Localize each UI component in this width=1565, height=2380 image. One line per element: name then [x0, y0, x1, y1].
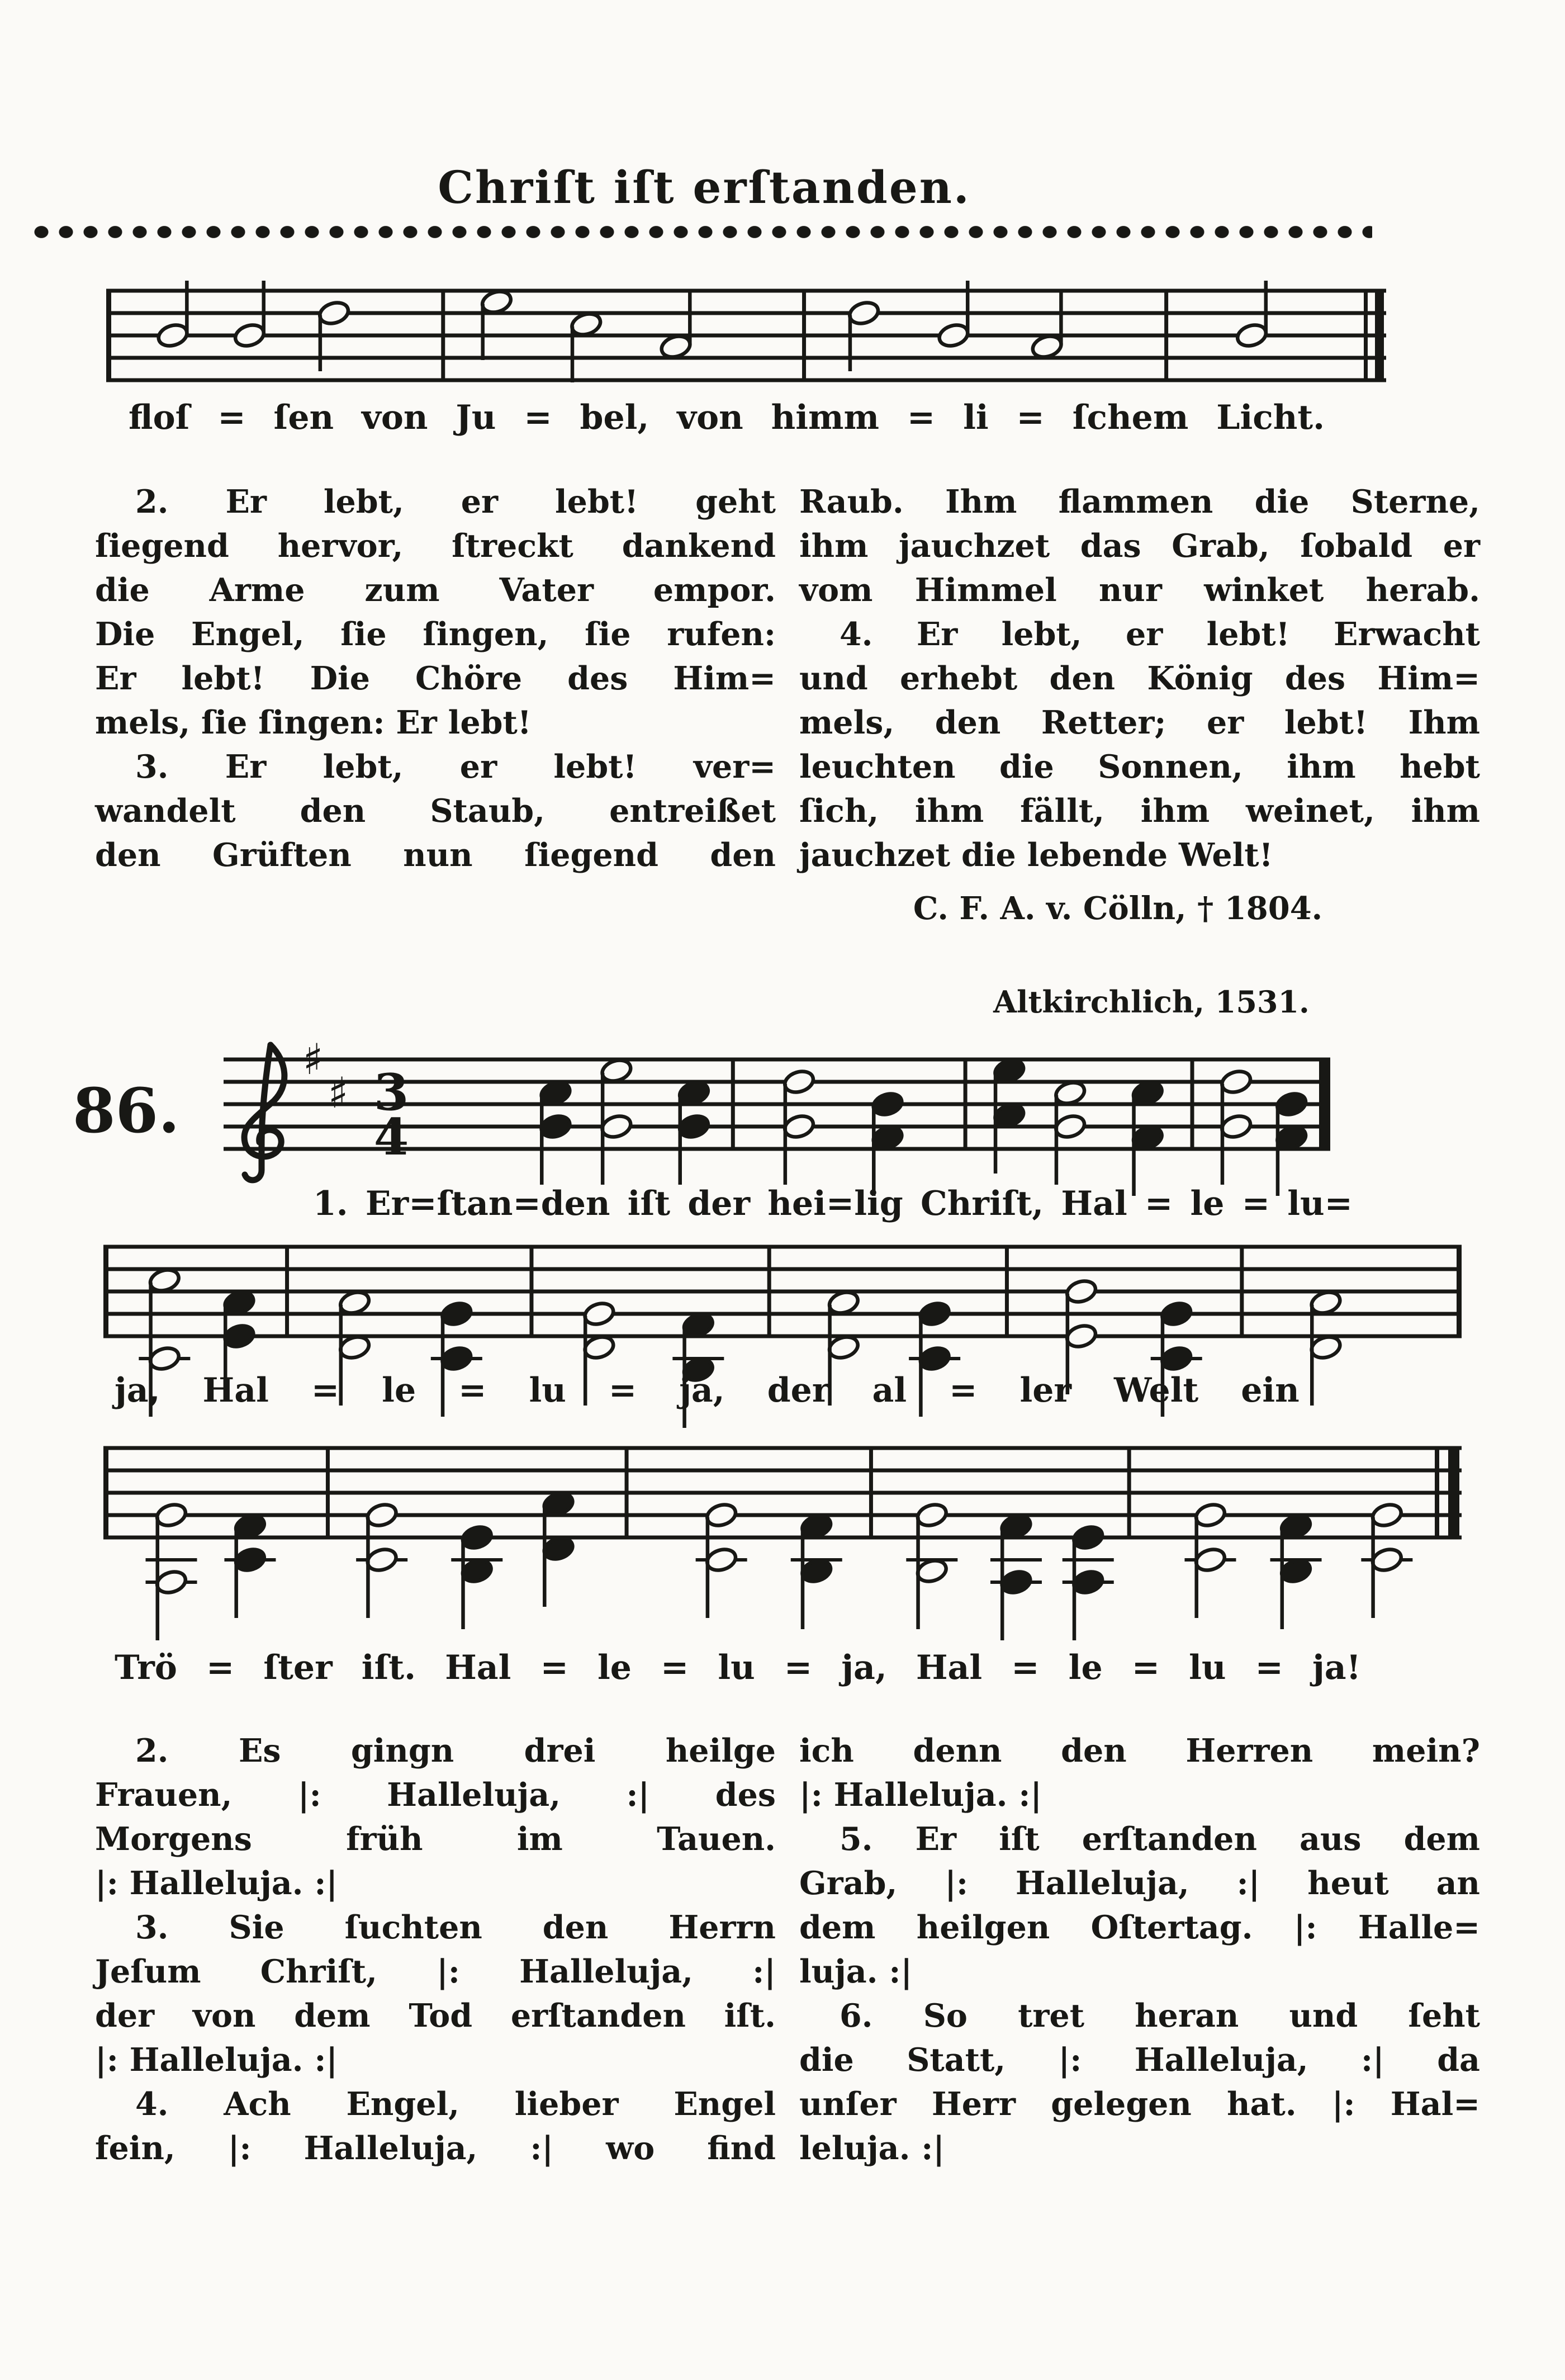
- lyric-syllable: =: [1016, 398, 1045, 437]
- text-line: 4. Er lebt, er lebt! Erwacht: [840, 616, 1480, 653]
- lyric-syllable: ja!: [1312, 1648, 1361, 1687]
- lyric-syllable: =: [608, 1371, 637, 1410]
- lyric-syllable: =: [1241, 1184, 1270, 1223]
- lyric-syllable: lu: [529, 1371, 566, 1410]
- lyric-syllable: lu=: [1287, 1184, 1353, 1223]
- text-line: Frauen, |: Halleluja, :| des: [95, 1776, 776, 1814]
- lyric-syllable: der: [687, 1184, 751, 1223]
- text-line: wandelt den Staub, entreißet: [95, 792, 776, 830]
- lyric-syllable: Welt: [1114, 1371, 1199, 1410]
- text-line: ſiegend hervor, ſtreckt dankend: [95, 527, 776, 565]
- lyric-syllable: von: [677, 398, 743, 437]
- lyric-syllable: =: [524, 398, 552, 437]
- text-line: die Statt, |: Halleluja, :| da: [799, 2041, 1480, 2079]
- lyric-syllable: =: [1145, 1184, 1173, 1223]
- text-line: dem heilgen Oſtertag. |: Halle=: [799, 1909, 1480, 1946]
- lyric-syllable: 1.: [313, 1184, 348, 1223]
- text-line: ich denn den Herren mein?: [799, 1732, 1480, 1769]
- lyric-syllable: ja,: [115, 1371, 160, 1410]
- text-line: ſich, ihm fällt, ihm weinet, ihm: [799, 792, 1480, 830]
- text-line: Raub. Ihm flammen die Sterne,: [799, 483, 1480, 521]
- lyric-syllable: =: [907, 398, 936, 437]
- text-line: 2. Er lebt, er lebt! geht: [135, 483, 776, 521]
- lyric-syllable: ſen: [273, 398, 334, 437]
- lyric-syllable: Hal: [202, 1371, 269, 1410]
- lyric-syllable: li: [963, 398, 989, 437]
- lyric-syllable: le: [597, 1648, 632, 1687]
- verse-column-right: [799, 480, 1480, 877]
- lyric-syllable: le: [1190, 1184, 1225, 1223]
- text-line: die Arme zum Vater empor.: [95, 571, 776, 609]
- lyric-syllable: lu: [718, 1648, 755, 1687]
- svg-text:4: 4: [373, 1108, 409, 1167]
- lyric-syllable: =: [311, 1371, 340, 1410]
- lyric-syllable: al: [872, 1371, 907, 1410]
- lyric-syllable: hei=lig: [767, 1184, 903, 1223]
- dotted-divider: [31, 223, 1372, 242]
- text-line: 3. Sie ſuchten den Herrn: [135, 1909, 776, 1946]
- lyric-syllable: Ju: [456, 398, 496, 437]
- lyric-syllable: =: [949, 1371, 978, 1410]
- lyric-syllable: Licht.: [1216, 398, 1325, 437]
- lyric-syllable: ler: [1019, 1371, 1072, 1410]
- text-line: unſer Herr gelegen hat. |: Hal=: [799, 2085, 1480, 2123]
- lyric-syllable: Er=ſtan=den: [365, 1184, 610, 1223]
- text-line: |: Halleluja. :|: [95, 1865, 338, 1902]
- text-line: 4. Ach Engel, lieber Engel: [135, 2085, 776, 2123]
- lyric-syllable: der: [767, 1371, 830, 1410]
- lyric-syllable: ja,: [679, 1371, 725, 1410]
- text-line: ihm jauchzet das Grab, ſobald er: [799, 527, 1480, 565]
- text-line: |: Halleluja. :|: [95, 2041, 338, 2079]
- lyric-line-1: [313, 1184, 1353, 1223]
- lyric-syllable: lu: [1189, 1648, 1226, 1687]
- text-line: leluja. :|: [799, 2130, 945, 2167]
- text-line: Er lebt! Die Chöre des Him=: [95, 660, 776, 697]
- page-title: Chriſt iſt erſtanden.: [438, 161, 971, 214]
- lyric-syllable: =: [206, 1648, 235, 1687]
- lyric-syllable: ſchem: [1072, 398, 1189, 437]
- lyric-syllable: floſ: [129, 398, 190, 437]
- text-line: 3. Er lebt, er lebt! ver=: [135, 748, 776, 786]
- lyric-syllable: ein: [1241, 1371, 1300, 1410]
- text-line: Grab, |: Halleluja, :| heut an: [799, 1865, 1480, 1902]
- text-line: der von dem Tod erſtanden iſt.: [95, 1997, 776, 2034]
- lyric-syllable: le: [1068, 1648, 1103, 1687]
- lyric-syllable: Hal: [916, 1648, 983, 1687]
- text-line: fein, |: Halleluja, :| wo find: [95, 2130, 776, 2167]
- text-line: und erhebt den König des Him=: [799, 660, 1480, 697]
- text-line: mels, den Retter; er lebt! Ihm: [799, 704, 1480, 741]
- lyric-syllable: von: [362, 398, 428, 437]
- lyric-line-3: [115, 1648, 1361, 1687]
- text-line: Die Engel, ſie ſingen, ſie rufen:: [95, 616, 776, 653]
- lyric-syllable: Hal: [445, 1648, 511, 1687]
- svg-text:♯: ♯: [328, 1068, 349, 1118]
- text-line: vom Himmel nur winket herab.: [799, 571, 1480, 609]
- lyric-line-intro: [129, 398, 1325, 437]
- text-line: jauchzet die lebende Welt!: [799, 836, 1273, 874]
- lyric-syllable: iſt.: [361, 1648, 416, 1687]
- text-line: 2. Es gingn drei heilge: [135, 1732, 776, 1769]
- text-line: den Grüften nun ſiegend den: [95, 836, 776, 874]
- lyric-syllable: himm: [771, 398, 879, 437]
- lyric-syllable: =: [217, 398, 246, 437]
- verse-column-left: [95, 1729, 776, 2170]
- lyric-syllable: =: [1255, 1648, 1283, 1687]
- text-line: Morgens früh im Tauen.: [95, 1820, 776, 1858]
- lyric-syllable: le: [382, 1371, 416, 1410]
- text-line: 6. So tret heran und ſeht: [840, 1997, 1480, 2034]
- verse-column-right: [799, 1729, 1480, 2170]
- author-attribution: C. F. A. v. Cölln, † 1804.: [913, 890, 1323, 927]
- lyric-syllable: =: [1011, 1648, 1040, 1687]
- lyric-syllable: ja,: [841, 1648, 887, 1687]
- lyric-line-2: [115, 1371, 1300, 1410]
- hymn-number: 86.: [73, 1075, 180, 1147]
- text-line: Jeſum Chriſt, |: Halleluja, :|: [95, 1953, 776, 1990]
- hymn-source-note: Altkirchlich, 1531.: [993, 984, 1310, 1020]
- svg-text:3: 3: [373, 1063, 409, 1122]
- lyric-syllable: =: [458, 1371, 487, 1410]
- lyric-syllable: bel,: [580, 398, 649, 437]
- text-line: mels, ſie ſingen: Er lebt!: [95, 704, 532, 741]
- text-line: luja. :|: [799, 1953, 913, 1990]
- lyric-syllable: iſt: [627, 1184, 671, 1223]
- lyric-syllable: =: [784, 1648, 813, 1687]
- svg-text:♯: ♯: [302, 1034, 324, 1084]
- lyric-syllable: Trö: [115, 1648, 177, 1687]
- lyric-syllable: =: [540, 1648, 568, 1687]
- lyric-syllable: Chriſt,: [920, 1184, 1044, 1223]
- verse-column-left: [95, 480, 776, 877]
- text-line: |: Halleluja. :|: [799, 1776, 1042, 1814]
- lyric-syllable: =: [1131, 1648, 1160, 1687]
- lyric-syllable: =: [661, 1648, 689, 1687]
- lyric-syllable: Hal: [1061, 1184, 1127, 1223]
- text-line: 5. Er iſt erſtanden aus dem: [840, 1820, 1480, 1858]
- lyric-syllable: ſter: [263, 1648, 333, 1687]
- text-line: leuchten die Sonnen, ihm hebt: [799, 748, 1480, 786]
